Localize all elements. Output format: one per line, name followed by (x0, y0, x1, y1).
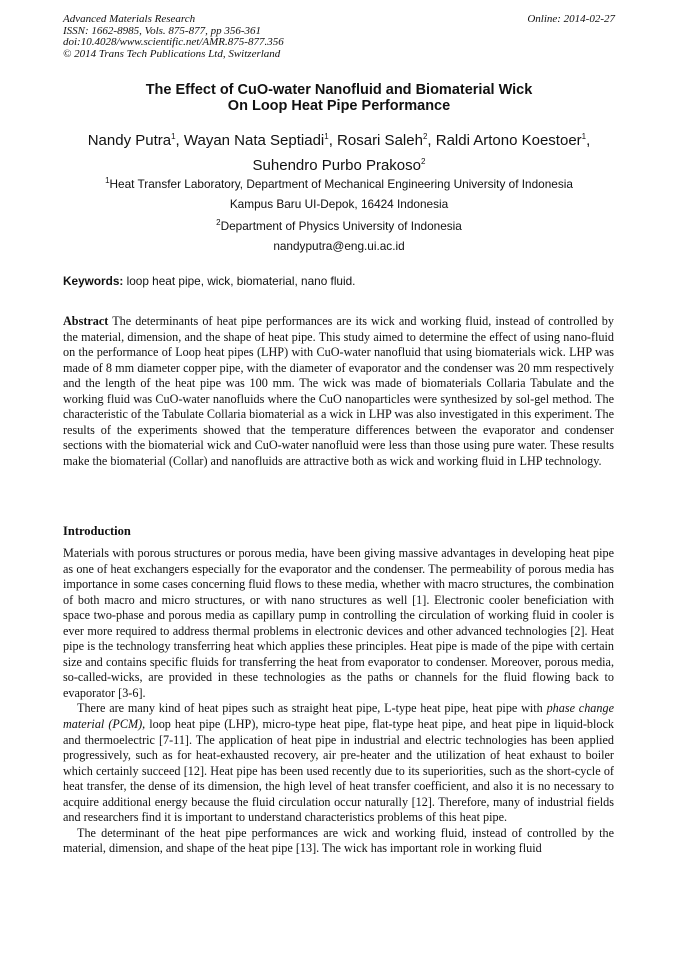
paragraph: There are many kind of heat pipes such as straight heat pipe, L-type heat pipe, heat pipe with phase change material (PCM), loop heat pipe (LHP), micro-type heat pipe, flat-type heat pipe, and heat pipe in liquid-block and thermoelectric [7-11]. The application of heat pipe in industrial and electric technologies has been applied progressively, such as for heat-exhausted recovery, air pre-heater and the utilization of heat exhaust to boiler which certainly succeed [12]. Heat pipe has been used recently due to its superiorities, such as the short-cycle of heat transfer, the dense of its dimension, the high level of heat transfer coefficient, and also it is no necessary to acquire additional energy because the fluid circulation occur naturally [12]. Therefore, many of industrial fields and researchers find it is important to understand characteristics problems of this heat pipe. (63, 701, 614, 825)
author: Suhendro Purbo Prakoso$^2$ (252, 157, 426, 174)
author-list (40, 126, 638, 176)
journal-name: Advanced Materials Research (63, 13, 196, 25)
affiliation-1: $^1$Heat Transfer Laboratory, Department of Mechanical Engineering University of Indonesia (105, 176, 573, 191)
title-line-1: The Effect of CuO-water Nanofluid and Biomaterial Wick (145, 82, 533, 98)
author: Raldi Artono Koestoer$^1$, (435, 132, 591, 149)
contact-email[interactable]: nandyputra@eng.ui.ac.id (273, 239, 405, 253)
doi: doi:10.4028/www.scientific.net/AMR.875-877.356 (63, 36, 284, 48)
author: Rosari Saleh$^2$, (337, 132, 436, 149)
issn: ISSN: 1662-8985, Vols. 875-877, pp 356-361 (63, 24, 261, 37)
copyright: © 2014 Trans Tech Publications Ltd, Switzerland (63, 47, 281, 60)
abstract-text: The determinants of heat pipe performances are its wick and working fluid, instead of controlled by the material, dimension, and the shape of heat pipe. This study aimed to determine the effect of using nano-fluid on the performance of Loop heat pipes (LHP) with CuO-water nanofluid that using biomaterials wick. LHP was made of 8 mm diameter copper pipe, with the diameter of evaporator and the condenser was 20 mm respectively and the length of the heat pipe was 100 mm. The wick was made of biomaterials Collaria Tabulate and the working fluid was CuO-water nanofluids where the CuO nanoparticles were synthesized by sol-gel method. The characteristic of the Tabulate Collaria biomaterial as a wick in LHP was also investigated in this experiment. The results of the experiments showed that the temperature differences between the evaporator and condenser sections with the biomaterial wick and CuO-water nanofluid were less than those using pure water. These results make the biomaterial (Collar) and nanofluids are attractive both as wick and working fluid in LHP technology. (63, 314, 614, 468)
introduction-body (63, 546, 614, 857)
affiliation-1-address: Kampus Baru UI-Depok, 16424 Indonesia (229, 197, 449, 211)
journal-header (63, 14, 615, 60)
paper-title (0, 82, 678, 114)
section-heading-introduction: Introduction (63, 524, 131, 538)
author: Nandy Putra$^1$, (87, 132, 184, 149)
online-date: Online: 2014-02-27 (527, 13, 615, 25)
abstract (63, 314, 614, 469)
paragraph: Materials with porous structures or porous media, have been giving massive advantages in developing heat pipe as one of heat exchangers especially for the evaporator and the condenser. The permeability of porous media has importance in some cases concerning fluid flows to these media, whether with macro structures, the combination of both macro and micro structures, or with nano structures as well [1]. Electronic cooler beneficiation with space two-phase and porous media as capillary pump in controlling the circulation of working fluid in cooler is ever more required to address thermal problems in electronic devices and other advanced technologies [2]. Heat pipe is the technology transferring heat which applies these principles. Heat pipe is made of the pipe with certain size and contains specific fluids for transferring the heat from evaporator to condenser. Moreover, porous media, so-called-wicks, are provided in these technologies as the paths or channels for the fluid flowing back to evaporator [3-6]. (63, 546, 614, 700)
title-line-2: On Loop Heat Pipe Performance (227, 98, 451, 114)
keywords: Keywords: loop heat pipe, wick, biomaterial, nano fluid. (63, 274, 356, 288)
abstract-label: Abstract (63, 314, 109, 328)
paragraph: The determinant of the heat pipe performances are wick and working fluid, instead of controlled by the material, dimension, and shape of the heat pipe [13]. The wick has important role in working fluid (63, 825, 614, 856)
affiliation-2: $^2$Department of Physics University of Indonesia (216, 218, 462, 233)
author: Wayan Nata Septiadi$^1$, (183, 132, 338, 149)
